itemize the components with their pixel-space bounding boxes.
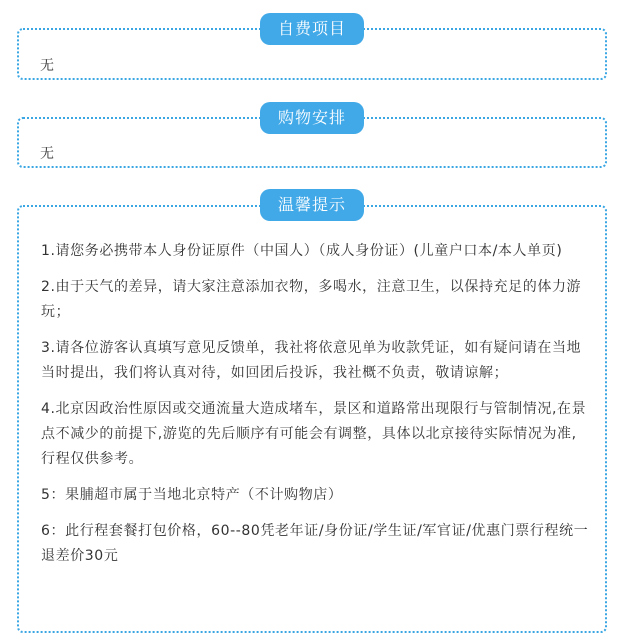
tip-item: 1.请您务必携带本人身份证原件（中国人）（成人身份证）(儿童户口本/本人单页) bbox=[41, 243, 563, 259]
section-title: 温馨提示 bbox=[260, 189, 364, 221]
self-paid-items-section bbox=[17, 19, 607, 80]
tip-item: 3.请各位游客认真填写意见反馈单，我社将依意见单为收款凭证，如有疑问请在当地当时提出，我们将认真对待，如回团后投诉，我社概不负责，敬请谅解； bbox=[41, 340, 582, 381]
tip-item: 6：此行程套餐打包价格，60--80凭老年证/身份证/学生证/军官证/优惠门票行程统一退差价30元 bbox=[41, 523, 589, 564]
section-title: 购物安排 bbox=[260, 102, 364, 134]
tips-list bbox=[41, 239, 589, 580]
tip-item: 4.北京因政治性原因或交通流量大造成堵车，景区和道路常出现限行与管制情况,在景点不减少的前提下,游览的先后顺序有可能会有调整，具体以北京接待实际情况为准,行程仅供参考。 bbox=[41, 401, 587, 467]
section-content: 无 bbox=[40, 146, 54, 162]
tip-item: 5：果脯超市属于当地北京特产（不计购物店） bbox=[41, 487, 343, 503]
tip-item: 2.由于天气的差异，请大家注意添加衣物，多喝水，注意卫生，以保持充足的体力游玩； bbox=[41, 279, 582, 320]
shopping-arrangement-section bbox=[17, 108, 607, 168]
section-title: 自费项目 bbox=[260, 13, 364, 45]
tips-section bbox=[17, 195, 607, 633]
section-content: 无 bbox=[40, 58, 54, 74]
